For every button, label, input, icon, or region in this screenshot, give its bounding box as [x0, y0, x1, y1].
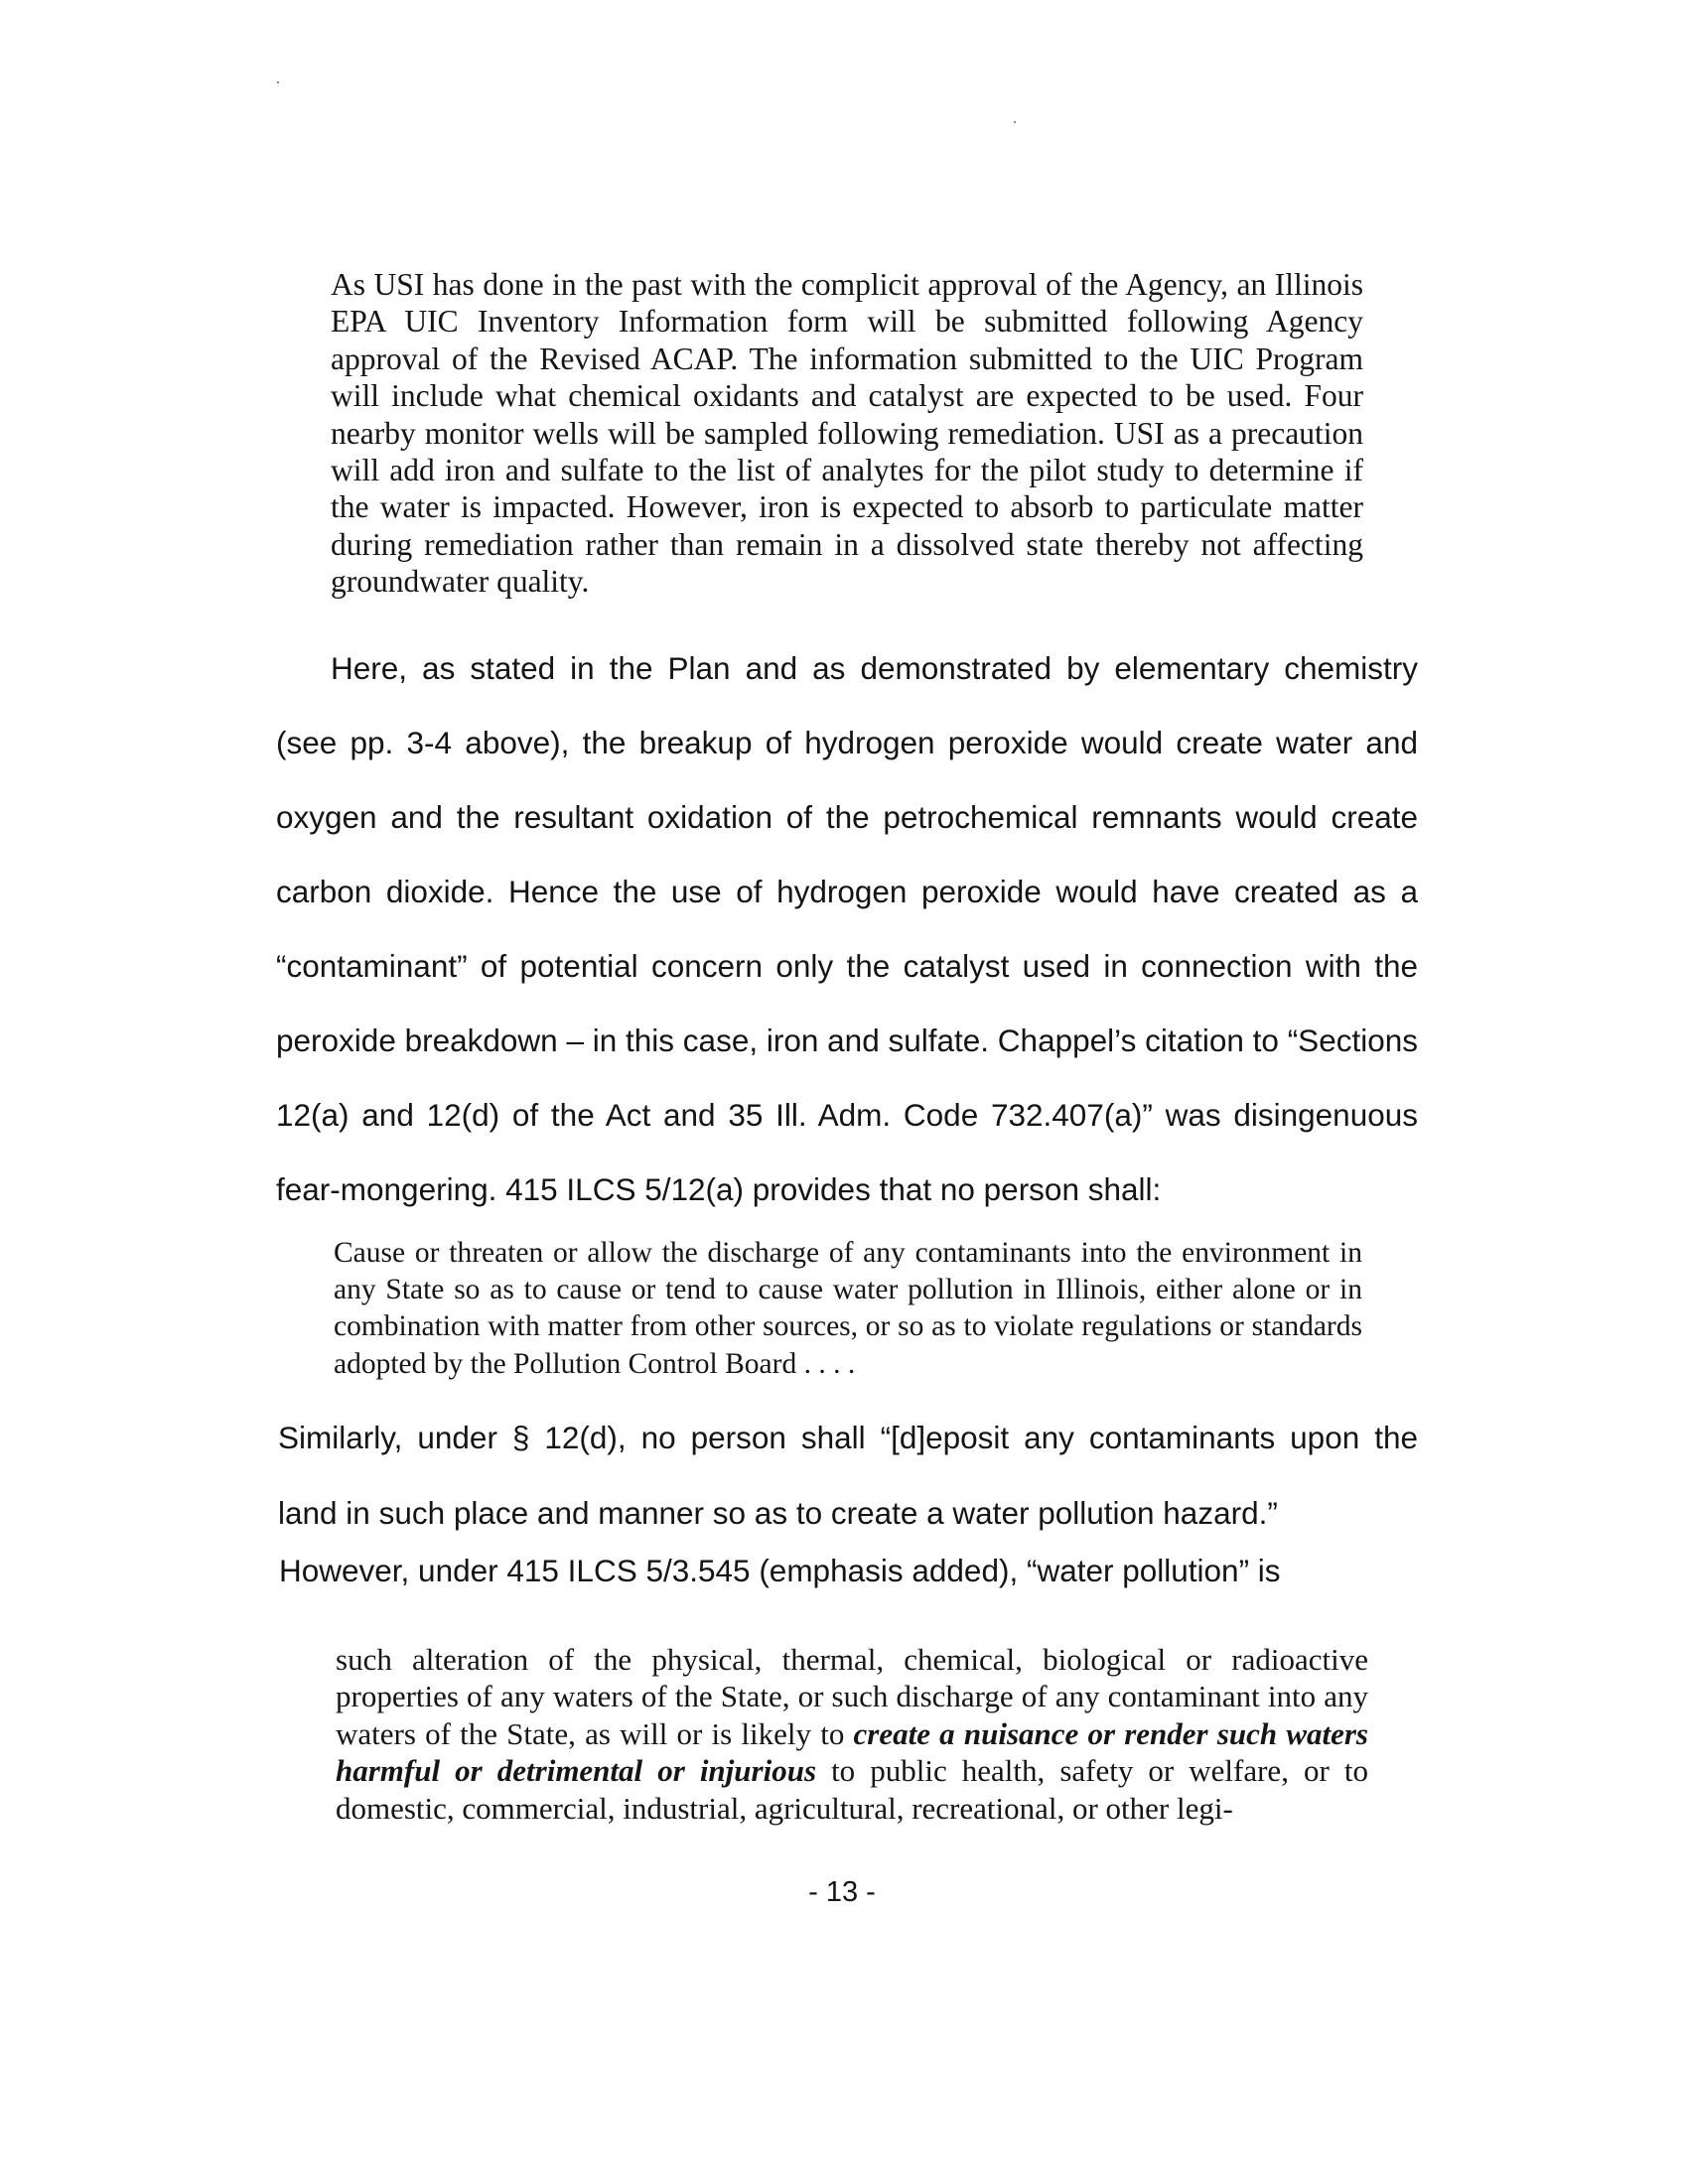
emphasized-text: create a nuisance or render such waters harmful or detrimental or injurious — [336, 1715, 1368, 1789]
paragraph-hydrogen-peroxide: Here, as stated in the Plan and as demonstrated by elementary chemistry (see pp. 3-4 above), the breakup of hydrogen peroxide would create water and oxygen and the resultant oxidation of the petrochemical remnants would create carbon dioxide. Hence the use of hydrogen peroxide would have created as a “contaminant” of potential concern only the catalyst used in connection with the peroxide breakdown – in this case, iron and sulfate. Chappel’s citation to “Sections 12(a) and 12(d) of the Act and 35 Ill. Adm. Code 732.407(a)” was disingenuous fear-mongering. 415 ILCS 5/12(a) provides that no person shall: — [276, 650, 1418, 1207]
scan-speck — [1014, 121, 1016, 123]
block-quote-section-12a: Cause or threaten or allow the discharge of any contaminants into the environment in any State so as to cause or tend to cause water pollution in Illinois, either alone or in combination with matter from other sources, or so as to violate regulations or standards adopted by the Pollution Control Board . . . . — [334, 1237, 1362, 1380]
paragraph-water-pollution-definition-intro: However, under 415 ILCS 5/3.545 (emphasis added), “water pollution” is — [279, 1553, 1281, 1588]
block-quote-water-pollution-definition — [336, 1641, 1368, 1827]
block-quote-usi-acap: As USI has done in the past with the complicit approval of the Agency, an Illinois EPA UIC Inventory Information form will be submitted following Agency approval of the Revised ACAP. The information submitted to the UIC Program will include what chemical oxidants and catalyst are expected to be used. Four nearby monitor wells will be sampled following remediation. USI as a precaution will add iron and sulfate to the list of analytes for the pilot study to determine if the water is impacted. However, iron is expected to absorb to particulate matter during remediation rather than remain in a dissolved state thereby not affecting groundwater quality. — [331, 267, 1363, 600]
scan-speck — [277, 81, 279, 83]
quote-text-before-emphasis: such alteration of the physical, thermal, chemical, biological or radioactive properties of any waters of the State, or such discharge of any contaminant into any waters of the State, as will or is likely to — [336, 1642, 1368, 1751]
paragraph-section-12d: Similarly, under § 12(d), no person shall “[d]eposit any contaminants upon the land in such place and manner so as to create a water pollution hazard.” — [278, 1420, 1418, 1531]
page-number: - 13 - — [808, 1876, 876, 1908]
quote-text-after-emphasis: to public health, safety or welfare, or to domestic, commercial, industrial, agricultural, recreational, or other legi- — [336, 1753, 1368, 1826]
